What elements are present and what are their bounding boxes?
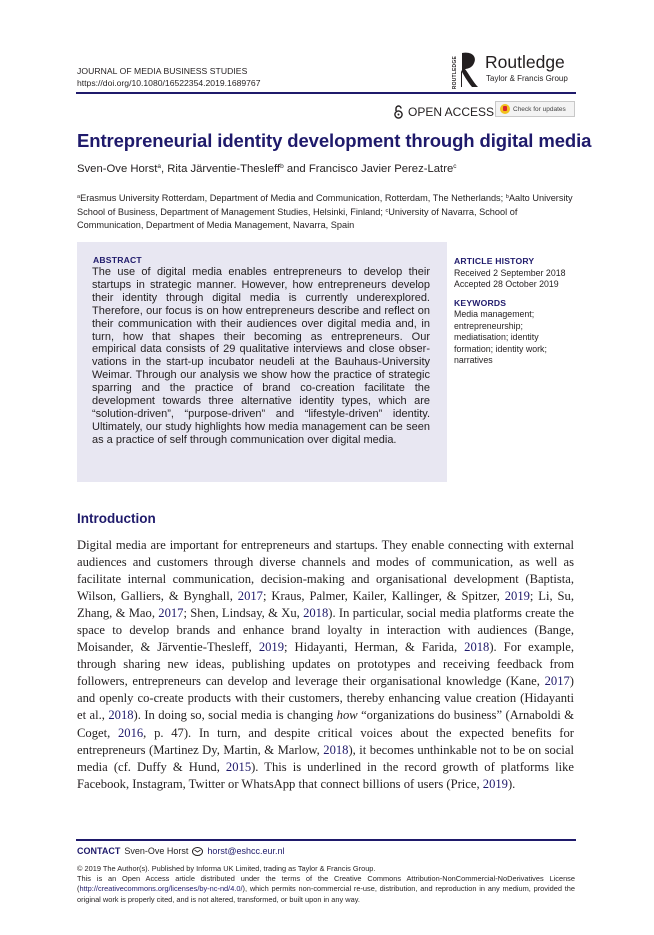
- publisher-side-label: ROUTLEDGE: [452, 56, 458, 90]
- paragraph-text: ). In doing so, social media is changing: [133, 708, 337, 723]
- publisher-sub: Taylor & Francis Group: [486, 74, 568, 83]
- paragraph-text: “organizations do business” (Arnaboldi & Coget,: [77, 708, 574, 740]
- author-name[interactable]: Francisco Javier Perez-Latre: [308, 163, 454, 175]
- license-text: [77, 874, 575, 905]
- paragraph-text: ). This is underlined in the record growth of platforms like Facebook, Instagram, Twitter or WhatsApp that connect billions of users (Price,: [77, 759, 575, 791]
- paragraph-text: , p. 47). In turn, and despite critical voices about the expected benefits for entrepreneurs (Martinez Dy, Martin, & Marlow,: [77, 725, 574, 757]
- citation-year-link[interactable]: 2019: [258, 640, 285, 655]
- article-title: Entrepreneurial identity development through digital media: [77, 130, 592, 151]
- open-lock-icon: [393, 105, 404, 119]
- citation-year-link[interactable]: 2017: [158, 606, 184, 621]
- citation-year-link[interactable]: 2018: [303, 606, 329, 621]
- citation-year-link[interactable]: 2019: [504, 589, 530, 604]
- crossmark-icon: [500, 104, 510, 114]
- citation-year-link[interactable]: 2019: [482, 776, 508, 791]
- section-heading-introduction: Introduction: [77, 511, 156, 526]
- license-url-link[interactable]: http://creativecommons.org/licenses/by-nc-nd/4.0/: [79, 884, 243, 894]
- contact-email-link[interactable]: horst@eshcc.eur.nl: [207, 846, 285, 856]
- copyright-line: © 2019 The Author(s). Published by Informa UK Limited, trading as Taylor & Francis Group.: [77, 864, 376, 873]
- affiliation: University of Navarra, School of Communication, Department of Media Management, Navarra, Spain: [77, 207, 518, 230]
- open-access-indicator: [393, 103, 494, 121]
- check-for-updates-button[interactable]: [495, 101, 575, 117]
- publisher-brand: Routledge: [485, 52, 565, 72]
- license-pre: This is an Open Access article distributed under the terms of the Creative Commons Attribution-NonCommercial-NoDerivatives License (: [77, 874, 575, 894]
- affiliation-mark: b: [505, 194, 509, 200]
- journal-name: JOURNAL OF MEDIA BUSINESS STUDIES: [77, 66, 248, 76]
- header-rule: [76, 92, 576, 94]
- paragraph-text: ; Li, Su, Zhang, & Mao,: [77, 589, 574, 621]
- license-post: ), which permits non-commercial re-use, distribution, and reproduction in any medium, provided the original work is properly cited, and is not altered, transformed, or built upon in any way.: [77, 884, 575, 904]
- author-affiliation-mark: a: [157, 163, 161, 170]
- footer-rule: [76, 839, 576, 841]
- contact-line: [77, 846, 285, 856]
- abstract-text: The use of digital media enables entrepreneurs to develop their startups in strategic manner. However, how entrepreneurs develop their identity through digital media is currently underexplored. Therefore, our focus is on how entrepreneurs describe and reflect on their communication with their audiences over digital media and, in turn, how that shapes their becoming as entrepreneurs. Our empirical data consists of 29 qualitative interviews and close observations in the start-up incubator neudeli at the Bauhaus-University Weimar. Through our analysis we show how the practice of strategic sparring and the practice of brand co-creation facilitate the development towards three alternative identity types, which are “solution-driven”, “purpose-driven” and “lifestyle-driven” identity. Ultimately, our study highlights how media management can be seen as a practice of self through communication over digital media.: [92, 266, 430, 446]
- contact-label: CONTACT: [77, 846, 121, 856]
- citation-year-link[interactable]: 2015: [225, 759, 252, 774]
- article-metadata: [454, 256, 584, 367]
- citation-year-link[interactable]: 2016: [117, 725, 144, 740]
- introduction-body: [77, 537, 574, 793]
- accepted-date: Accepted 28 October 2019: [454, 279, 559, 289]
- author-separator: and: [283, 163, 309, 175]
- open-access-label: OPEN ACCESS: [408, 105, 495, 119]
- paragraph-text: ; Hidayanti, Herman, & Farida,: [284, 640, 465, 655]
- author-separator: ,: [160, 163, 168, 175]
- citation-year-link[interactable]: 2018: [464, 640, 490, 655]
- affiliation-mark: c: [385, 208, 389, 214]
- keywords-list: Media management; entrepreneurship; mediatisation; identity formation; identity work; narratives: [454, 309, 547, 365]
- author-list: [77, 163, 457, 175]
- doi-link[interactable]: https://doi.org/10.1080/16522354.2019.1689767: [77, 78, 261, 88]
- paragraph-text: ) and openly co-create products with their customers, thereby enhancing value creation (Hidayanti et al.,: [77, 674, 574, 723]
- citation-year-link[interactable]: 2017: [237, 589, 263, 604]
- paragraph-text: ). For example, through sharing new ideas, publishing updates on prototypes and receiving feedback from followers, entrepreneurs can develop and leverage their organisational knowledge (Kane,: [77, 640, 574, 689]
- paragraph-text: ), it becomes unthinkable not to be on social media (cf. Duffy & Hund,: [77, 742, 574, 774]
- received-date: Received 2 September 2018: [454, 267, 566, 278]
- license-notice: [77, 864, 575, 905]
- keywords-heading: KEYWORDS: [454, 297, 507, 308]
- author-affiliation-mark: c: [453, 163, 457, 170]
- paragraph-text: how: [336, 708, 358, 723]
- author-name[interactable]: Sven-Ove Horst: [77, 163, 158, 175]
- paragraph-text: Digital media are important for entrepreneurs and startups. They enable connecting with external audiences and customers through diverse channels and modes of communication, as well as facilitate internal communication, decision-making and organisational development (Baptista, Wilson, Galliers, & Bynghall,: [77, 538, 574, 604]
- citation-year-link[interactable]: 2017: [544, 674, 570, 689]
- paragraph-text: ). In particular, social media platforms create the space to develop brands and enhance brand loyalty in interaction with audiences (Bange, Moisander, & Järventie-Thesleff,: [77, 606, 574, 655]
- paragraph-text: ; Shen, Lindsay, & Xu,: [183, 606, 304, 621]
- abstract-box: [77, 242, 447, 482]
- citation-year-link[interactable]: 2018: [108, 708, 134, 723]
- paragraph-text: ).: [507, 776, 516, 791]
- author-affiliation-mark: b: [280, 163, 284, 170]
- affiliation: Erasmus University Rotterdam, Department of Media and Communication, Rotterdam, The Netherlands;: [80, 193, 506, 203]
- abstract-heading: ABSTRACT: [93, 255, 142, 265]
- publisher-logo[interactable]: [453, 50, 583, 90]
- affiliation-mark: a: [77, 194, 81, 200]
- email-icon: [192, 847, 203, 856]
- citation-year-link[interactable]: 2018: [323, 742, 349, 757]
- contact-name: Sven-Ove Horst: [124, 846, 189, 856]
- paragraph-text: ; Kraus, Palmer, Kailer, Kallinger, & Spitzer,: [262, 589, 505, 604]
- affiliation: Aalto University School of Business, Department of Management Studies, Helsinki, Finland;: [77, 193, 573, 217]
- article-history-heading: ARTICLE HISTORY: [454, 256, 535, 266]
- author-name[interactable]: Rita Järventie-Thesleff: [167, 163, 281, 175]
- affiliations: [77, 191, 577, 232]
- check-for-updates-label: Check for updates: [513, 105, 566, 113]
